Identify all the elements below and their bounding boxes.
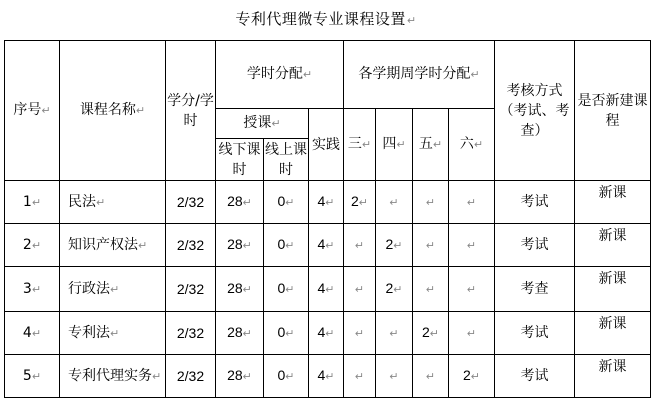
sem5-cell: [413, 224, 449, 267]
paragraph-mark-icon: ↵: [242, 240, 252, 252]
paragraph-mark-icon: ↵: [354, 284, 365, 296]
sem3-cell: [344, 355, 376, 398]
paragraph-mark-icon: ↵: [31, 369, 42, 383]
online-hours-cell: 0↵: [264, 267, 309, 312]
paragraph-mark-icon: ↵: [31, 326, 42, 340]
header-sem4: 四↵: [376, 109, 413, 181]
sem6-cell: [449, 181, 495, 224]
paragraph-mark-icon: ↵: [466, 284, 477, 296]
paragraph-mark-icon: ↵: [242, 197, 252, 209]
course-table: [4, 40, 651, 398]
document-title: [0, 8, 652, 29]
sem4-cell: [376, 355, 413, 398]
paragraph-mark-icon: ↵: [389, 371, 399, 383]
paragraph-mark-icon: ↵: [393, 284, 403, 296]
table-row: [5, 224, 651, 267]
paragraph-mark-icon: ↵: [389, 197, 399, 209]
offline-hours-cell: 28↵: [216, 267, 264, 312]
offline-hours-cell: 28↵: [216, 181, 264, 224]
paragraph-mark-icon: ↵: [389, 328, 399, 340]
sem5-cell: [413, 267, 449, 312]
header-assessment: 考核方式（考试、考查）: [495, 41, 575, 181]
sem3-cell: [344, 224, 376, 267]
sem6-cell: [449, 267, 495, 312]
seq-cell: 5↵: [5, 355, 60, 398]
course-name-cell: 专利法↵: [60, 312, 166, 355]
paragraph-mark-icon: ↵: [242, 371, 252, 383]
table-row: [5, 312, 651, 355]
table-header: [5, 41, 651, 181]
seq-cell: 3↵: [5, 267, 60, 312]
sem6-cell: [449, 312, 495, 355]
paragraph-mark-icon: ↵: [470, 371, 480, 383]
paragraph-mark-icon: ↵: [325, 284, 335, 296]
sem4-cell: [376, 181, 413, 224]
assessment-cell: 考查: [495, 267, 575, 312]
header-credits-hours: 学分/学时: [166, 41, 216, 181]
paragraph-mark-icon: ↵: [152, 369, 162, 383]
sem6-cell: [449, 224, 495, 267]
practice-cell: 4↵: [309, 181, 344, 224]
credits-cell: 2/32: [166, 312, 216, 355]
paragraph-mark-icon: ↵: [31, 195, 42, 209]
title-text: 专利代理微专业课程设置: [235, 10, 406, 28]
sem5-cell: [413, 181, 449, 224]
header-is-new: 是否新建课程: [575, 41, 651, 181]
paragraph-mark-icon: ↵: [425, 197, 436, 209]
course-name-cell: 专利代理实务↵: [60, 355, 166, 398]
assessment-cell: 考试: [495, 355, 575, 398]
paragraph-mark-icon: ↵: [285, 197, 295, 209]
paragraph-mark-icon: ↵: [285, 240, 295, 252]
paragraph-mark-icon: ↵: [325, 197, 335, 209]
paragraph-mark-icon: ↵: [242, 328, 252, 340]
online-hours-cell: 0↵: [264, 181, 309, 224]
header-course-name: 课程名称↵: [60, 41, 166, 181]
credits-cell: 2/32: [166, 267, 216, 312]
new-course-cell: 新课: [575, 355, 651, 398]
paragraph-mark-icon: ↵: [285, 328, 295, 340]
assessment-cell: 考试: [495, 181, 575, 224]
paragraph-mark-icon: ↵: [138, 238, 148, 252]
paragraph-mark-icon: ↵: [466, 328, 477, 340]
paragraph-mark-icon: ↵: [466, 240, 477, 252]
paragraph-mark-icon: ↵: [31, 238, 42, 252]
paragraph-mark-icon: ↵: [96, 195, 106, 209]
course-name-cell: 知识产权法↵: [60, 224, 166, 267]
new-course-cell: 新课: [575, 224, 651, 267]
sem4-cell: [376, 312, 413, 355]
online-hours-cell: 0↵: [264, 355, 309, 398]
header-lecture: 授课↵: [216, 109, 309, 139]
paragraph-mark-icon: ↵: [425, 240, 436, 252]
paragraph-mark-icon: ↵: [285, 371, 295, 383]
paragraph-mark-icon: ↵: [325, 328, 335, 340]
offline-hours-cell: 28↵: [216, 312, 264, 355]
table-row: [5, 355, 651, 398]
practice-cell: 4↵: [309, 267, 344, 312]
paragraph-mark-icon: ↵: [110, 282, 120, 296]
table-body: [5, 181, 651, 398]
sem3-cell: [344, 312, 376, 355]
paragraph-mark-icon: ↵: [425, 284, 436, 296]
table-row: [5, 267, 651, 312]
online-hours-cell: 0↵: [264, 224, 309, 267]
assessment-cell: 考试: [495, 224, 575, 267]
header-sem3: 三↵: [344, 109, 376, 181]
paragraph-mark-icon: ↵: [354, 240, 365, 252]
course-name-cell: 行政法↵: [60, 267, 166, 312]
sem4-cell: 2↵: [376, 267, 413, 312]
offline-hours-cell: 28↵: [216, 224, 264, 267]
header-offline-hours: 线下课时: [216, 139, 264, 181]
practice-cell: 4↵: [309, 355, 344, 398]
sem5-cell: [413, 355, 449, 398]
header-sem6: 六↵: [449, 109, 495, 181]
online-hours-cell: 0↵: [264, 312, 309, 355]
sem6-cell: 2↵: [449, 355, 495, 398]
paragraph-mark-icon: ↵: [242, 284, 252, 296]
paragraph-mark-icon: ↵: [358, 197, 368, 209]
table-row: [5, 181, 651, 224]
sem3-cell: 2↵: [344, 181, 376, 224]
credits-cell: 2/32: [166, 181, 216, 224]
new-course-cell: 新课: [575, 312, 651, 355]
course-name-cell: 民法↵: [60, 181, 166, 224]
seq-cell: 1↵: [5, 181, 60, 224]
new-course-cell: 新课: [575, 267, 651, 312]
credits-cell: 2/32: [166, 224, 216, 267]
paragraph-mark-icon: ↵: [31, 282, 42, 296]
paragraph-mark-icon: ↵: [429, 328, 439, 340]
practice-cell: 4↵: [309, 224, 344, 267]
new-course-cell: 新课: [575, 181, 651, 224]
header-sem5: 五↵: [413, 109, 449, 181]
paragraph-mark-icon: ↵: [354, 371, 365, 383]
credits-cell: 2/32: [166, 355, 216, 398]
sem3-cell: [344, 267, 376, 312]
sem5-cell: 2↵: [413, 312, 449, 355]
seq-cell: 2↵: [5, 224, 60, 267]
paragraph-mark-icon: ↵: [406, 14, 417, 27]
header-online-hours: 线上课时: [264, 139, 309, 181]
header-practice: 实践: [309, 109, 344, 181]
paragraph-mark-icon: ↵: [466, 197, 477, 209]
assessment-cell: 考试: [495, 312, 575, 355]
header-seq: 序号↵: [5, 41, 60, 181]
paragraph-mark-icon: ↵: [425, 371, 436, 383]
sem4-cell: 2↵: [376, 224, 413, 267]
paragraph-mark-icon: ↵: [325, 240, 335, 252]
offline-hours-cell: 28↵: [216, 355, 264, 398]
practice-cell: 4↵: [309, 312, 344, 355]
paragraph-mark-icon: ↵: [285, 284, 295, 296]
paragraph-mark-icon: ↵: [110, 326, 120, 340]
paragraph-mark-icon: ↵: [325, 371, 335, 383]
seq-cell: 4↵: [5, 312, 60, 355]
paragraph-mark-icon: ↵: [354, 328, 365, 340]
header-hours-allocation: 学时分配↵: [216, 41, 344, 109]
header-semester-allocation: 各学期周学时分配↵: [344, 41, 495, 109]
paragraph-mark-icon: ↵: [393, 240, 403, 252]
